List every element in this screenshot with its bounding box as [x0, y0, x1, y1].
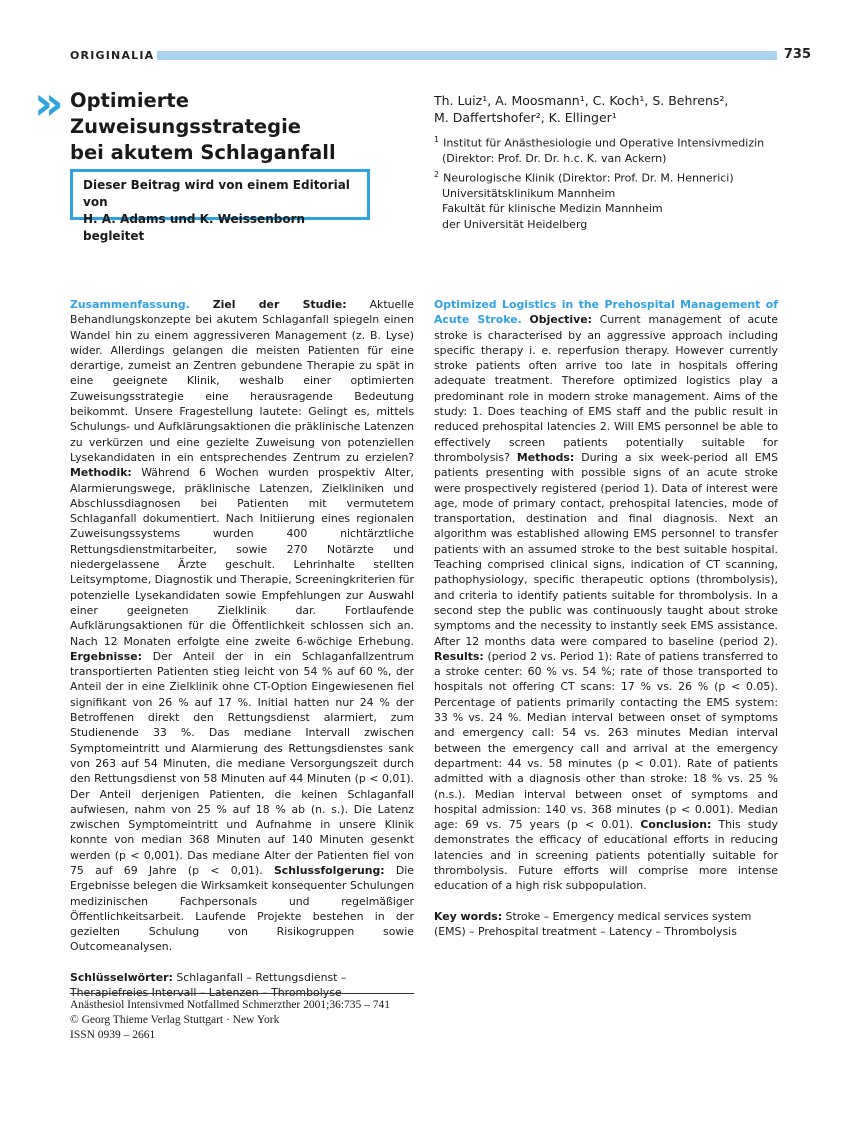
copyright-line: © Georg Thieme Verlag Stuttgart · New York: [70, 1014, 280, 1026]
page-number: 735: [783, 47, 811, 62]
english-keywords-label: Key words:: [434, 909, 503, 923]
article-title: [70, 88, 410, 166]
affiliation-2-line-4: der Universität Heidelberg: [442, 217, 588, 231]
german-keywords-text: Schlaganfall – Rettungsdienst – Therapiefreies Intervall – Latenzen – Thrombolyse: [70, 970, 347, 1000]
english-abstract: [434, 297, 778, 939]
english-results-text: (period 2 vs. Period 1): Rate of patiens transferred to a stroke center: 60 % vs. 54 %; rate of those transported to hospitals not offering CT scans: 17 % vs. 26 % (p < 0.05). Percentage of patients primarily contacting the EMS system: 33 % vs. 24 %. Median interval between onset of symptoms and emergency call: 54 vs. 263 minutes Median interval between the emergency call and arrival at the emergency department: 44 vs. 58 minutes (p < 0.01). Rate of patients admitted with a diagnosis other than stroke: 18 % vs. 25 % (n.s.). Median interval between onset of symptoms and hospital admission: 140 vs. 368 minutes (p < 0.001). Median age: 69 vs. 75 years (p < 0.01).: [434, 649, 778, 832]
editorial-note-line-2: H. A. Adams und K. Weissenborn begleitet: [83, 212, 306, 243]
english-results-label: Results:: [434, 649, 484, 663]
affiliation-2-line-2: Universitätsklinikum Mannheim: [442, 186, 616, 200]
issn-line: ISSN 0939 – 2661: [70, 1029, 156, 1041]
affiliation-1-line-1: Institut für Anästhesiologie und Operative Intensivmedizin: [443, 136, 765, 150]
title-line-2: bei akutem Schlaganfall: [70, 141, 336, 164]
citation-footnote: [70, 998, 430, 1043]
german-abstract-body: [70, 297, 414, 955]
english-conclusion-text: This study demonstrates the efficacy of educational efforts in reducing latencies and in screening patients potentially suitable for thrombolysis. Future efforts will comprise more intense education of a high risk subpopulation.: [434, 818, 779, 893]
english-abstract-body: [434, 297, 778, 894]
german-aim-text: Aktuelle Behandlungskonzepte bei akutem Schlaganfall spiegeln einen Wandel hin zu einem aggressiveren Management (z. B. Lyse) wider. Allerdings gelangen die meisten Patienten für eine derartige, zumeist an Zentren gebundene Therapie zu spät in eine geeignete Klinik, weshalb einer optimierten Zuweisungsstrategie eine herausragende Bedeutung beikommt. Unsere Fragestellung lautete: Gelingt es, mittels Schulungs- und Aufklärungsaktionen die präklinische Latenzen zu verkürzen und eine gezielte Zuweisung von potenziellen Lysekandidaten in ein entsprechendes Zentrum zu erzielen?: [70, 298, 414, 464]
german-abstract: [70, 297, 414, 1000]
affiliation-1-line-2: (Direktor: Prof. Dr. Dr. h.c. K. van Ackern): [442, 152, 667, 166]
author-line-1: Th. Luiz¹, A. Moosmann¹, C. Koch¹, S. Behrens²,: [434, 93, 729, 108]
english-objective-text: Current management of acute stroke is characterised by an aggressive approach including specific therapy i. e. reperfusion therapy. However currently stroke patients often arrive too late in hospitals offering adequate treatment. Therefore optimized logistics play a predominant role in modern stroke management. Aims of the study: 1. Does teaching of EMS staff and the public result in reduced prehospital latencies 2. Will EMS personnel be able to effectively screen patients potentially suitable for thrombolysis?: [434, 313, 779, 464]
german-abstract-heading: Zusammenfassung.: [70, 298, 190, 311]
affiliation-marker: 1: [434, 135, 440, 144]
english-methods-label: Methods:: [516, 450, 575, 464]
english-keywords: [434, 909, 778, 940]
english-abstract-heading: Optimized Logistics in the Prehospital Management of Acute Stroke.: [434, 298, 778, 327]
german-method-label: Methodik:: [70, 466, 132, 480]
editorial-note-box: [70, 169, 370, 243]
german-results-label: Ergebnisse:: [70, 649, 142, 663]
german-conclusion-label: Schlussfolgerung:: [273, 863, 385, 877]
affiliation-1: [434, 132, 814, 151]
header-bar: [157, 51, 777, 60]
german-method-text: Während 6 Wochen wurden prospektiv Alter, Alarmierungswege, präklinische Latenzen, Zielkliniken und Abschlussdiagnosen bei Patienten mit vermutetem Schlaganfall dokumentiert. Nach Initiierung eines regionalen Zuweisungssystems wurden 400 nichtärztliche Rettungsdienstmitarbeiter, sowie 270 Notärzte und niedergelassene Ärzte geschult. Lehrinhalte stellten Leitsymptome, Diagnostik und Therapie, Screeningkriterien für potenzielle Lysekandidaten sowie Empfehlungen zur Auswahl einer geeigneten Zielklinik dar. Fortlaufende Aufklärungsaktionen für die Öffentlichkeit schlossen sich an. Nach 12 Monaten erfolgte eine zweite 6-wöchige Erhebung.: [70, 466, 414, 648]
affiliation-2-line-3: Fakultät für klinische Medizin Mannheim: [442, 202, 663, 216]
section-label: ORIGINALIA: [70, 49, 155, 62]
title-line-1: Optimierte Zuweisungsstrategie: [70, 89, 302, 138]
english-methods-text: During a six week-period all EMS patients presenting with possible signs of an acute stroke were prospectively registered (period 1). Data of interest were age, mode of primary contact, prehospital latencies, mode of transportation, destination and final diagnosis. Next an algorithm was established allowing EMS personnel to transfer patients with an assumed stroke to the best suitable hospital. Teaching comprised clinical signs, indication of CT scanning, pathophysiology, specific therapeutic options (thrombolysis), and criteria to identify patients suitable for thrombolysis. In a second step the public was continuously taught about stroke symptoms and the necessity to instantly seek EMS assistance. After 12 months data were compared to baseline (period 2).: [434, 450, 778, 648]
affiliation-2-line-1: Neurologische Klinik (Direktor: Prof. Dr. M. Hennerici): [443, 171, 734, 185]
citation-line: Anästhesiol Intensivmed Notfallmed Schmerzther 2001;36:735 – 741: [70, 999, 391, 1011]
german-conclusion-text: Die Ergebnisse belegen die Wirksamkeit konsequenter Schulungen medizinischen Fachpersonals und regelmäßiger Öffentlichkeitsarbeit. Laufende Projekte bestehen in der gezielten Schulung von Risikogruppen sowie Outcomeanalysen.: [70, 863, 414, 954]
affiliation-2: [434, 167, 814, 186]
affiliation-marker: 2: [434, 169, 440, 179]
affiliations: [434, 132, 814, 232]
english-objective-label: Objective:: [529, 313, 592, 327]
author-list: [434, 92, 814, 126]
german-keywords-label: Schlüsselwörter:: [70, 970, 173, 984]
author-line-2: M. Daffertshofer², K. Ellinger¹: [434, 110, 617, 125]
german-results-text: Der Anteil der in ein Schlaganfallzentrum transportierten Patienten stieg leicht von 54 % auf 60 %, der Anteil der in eine Zielklinik ohne CT-Option Eingewiesenen fiel signifikant von 26 % auf 17 %. Initial hatten nur 24 % der Betroffenen direkt den Rettungsdienst alarmiert, zum Studienende 33 %. Das mediane Intervall zwischen Symptomeintritt und Alarmierung des Rettungsdienstes sank von 263 auf 54 Minuten, die mediane Versorgungszeit durch den Rettungsdienst von 58 Minuten auf 44 Minuten (p < 0,01). Der Anteil derjenigen Patienten, die keinen Schlaganfall aufwiesen, nahm von 25 % auf 18 % ab (n. s.). Die Latenz zwischen Symptomeintritt und Aufnahme in unsere Klinik konnte von median 368 Minuten auf 140 Minuten gesenkt werden (p < 0,001). Das mediane Alter der Patienten fiel von 75 auf 69 Jahre (p < 0,01).: [70, 649, 414, 877]
english-conclusion-label: Conclusion:: [640, 818, 712, 832]
german-aim-label: Ziel der Studie:: [212, 298, 347, 311]
editorial-note-line-1: Dieser Beitrag wird von einem Editorial von: [83, 178, 350, 209]
english-keywords-text: Stroke – Emergency medical services system (EMS) – Prehospital treatment – Latency – Thrombolysis: [434, 909, 752, 938]
german-keywords: [70, 970, 414, 1001]
title-quote-mark: »: [34, 76, 58, 130]
footnote-divider: [70, 993, 414, 994]
